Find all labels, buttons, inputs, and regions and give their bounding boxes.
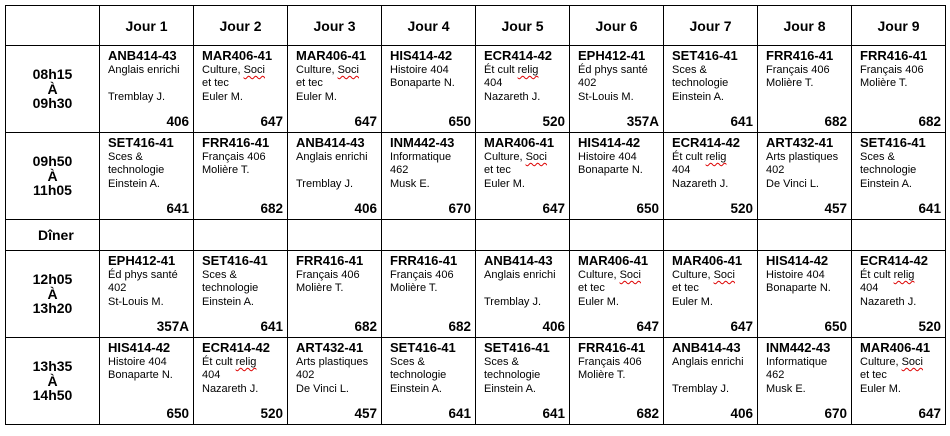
course-details	[390, 151, 468, 191]
course-details	[296, 269, 374, 296]
course-details	[860, 64, 938, 91]
course-details	[484, 356, 562, 396]
course-detail-line: 402	[578, 77, 597, 90]
course-detail-line: technologie	[108, 164, 165, 177]
room-number: 520	[260, 406, 283, 421]
course-cell	[288, 46, 382, 133]
course-details	[390, 64, 468, 91]
course-code: HIS414-42	[766, 253, 829, 268]
room-number: 647	[260, 114, 283, 129]
course-code: ECR414-42	[484, 48, 552, 63]
room-number: 647	[636, 319, 659, 334]
course-cell	[288, 338, 382, 425]
room-number: 682	[354, 319, 377, 334]
course-details	[390, 269, 468, 296]
course-detail-line: 402	[108, 282, 127, 295]
course-cell	[664, 46, 758, 133]
course-detail-line: De Vinci L.	[296, 382, 349, 395]
spellcheck-mark: Soci	[243, 64, 265, 76]
course-details	[766, 151, 844, 191]
course-cell	[476, 338, 570, 425]
course-detail-line: 462	[390, 164, 409, 177]
lunch-row	[6, 220, 946, 251]
course-detail-line: Tremblay J.	[296, 177, 354, 190]
course-detail-line: Histoire 404	[766, 269, 825, 281]
course-detail-line: Histoire 404	[390, 64, 449, 76]
room-number: 406	[166, 114, 189, 129]
course-detail-line: Histoire 404	[108, 356, 167, 368]
time-slot	[6, 46, 100, 133]
course-cell	[664, 133, 758, 220]
course-detail-line: 404	[860, 282, 879, 295]
time-slot	[6, 133, 100, 220]
course-code: MAR406-41	[860, 340, 931, 355]
course-code: ECR414-42	[202, 340, 270, 355]
course-details	[202, 151, 280, 178]
course-cell	[758, 133, 852, 220]
course-detail-line: Euler M.	[202, 90, 243, 103]
room-number: 406	[730, 406, 753, 421]
course-code: FRR416-41	[766, 48, 834, 63]
time-slot-line: À	[47, 372, 58, 389]
course-detail-line: 404	[672, 164, 691, 177]
course-detail-line: Bonaparte N.	[108, 369, 173, 382]
lunch-empty-cell	[476, 220, 570, 251]
course-cell	[194, 251, 288, 338]
course-detail-line: technologie	[390, 369, 447, 382]
course-details	[672, 269, 750, 309]
course-cell	[852, 46, 946, 133]
course-code: FRR416-41	[578, 340, 646, 355]
course-code: SET416-41	[108, 135, 174, 150]
room-number: 641	[730, 114, 753, 129]
course-detail-line: Français 406	[202, 151, 266, 163]
lunch-empty-cell	[382, 220, 476, 251]
course-cell	[194, 133, 288, 220]
course-code: MAR406-41	[484, 135, 555, 150]
course-details	[202, 64, 280, 104]
course-cell	[852, 338, 946, 425]
course-detail-line: Einstein A.	[484, 382, 536, 395]
course-code: SET416-41	[202, 253, 268, 268]
course-detail-line: 404	[202, 369, 221, 382]
spellcheck-mark: relig	[517, 64, 539, 76]
course-detail-line	[296, 164, 374, 177]
course-detail-line: et tec	[202, 77, 229, 90]
course-detail-line: Anglais enrichi	[296, 151, 368, 163]
day-header: Jour 1	[100, 6, 194, 46]
lunch-empty-cell	[194, 220, 288, 251]
course-detail-line: Sces &	[860, 151, 895, 163]
course-detail-line: Einstein A.	[672, 90, 724, 103]
course-code: INM442-43	[390, 135, 455, 150]
course-cell	[758, 338, 852, 425]
room-number: 406	[354, 201, 377, 216]
course-detail-line: Sces &	[390, 356, 425, 368]
day-header: Jour 4	[382, 6, 476, 46]
course-detail-line: Éd phys santé	[108, 269, 178, 281]
day-header: Jour 5	[476, 6, 570, 46]
course-details	[578, 151, 656, 178]
course-details	[202, 356, 280, 396]
course-detail-line: Einstein A.	[390, 382, 442, 395]
course-details	[860, 269, 938, 309]
course-detail-line: Musk E.	[766, 382, 806, 395]
course-cell	[852, 251, 946, 338]
room-number: 357A	[626, 114, 659, 129]
course-cell	[570, 46, 664, 133]
room-number: 641	[260, 319, 283, 334]
course-details	[484, 151, 562, 191]
course-details	[108, 64, 186, 104]
course-details	[484, 269, 562, 309]
course-detail-line: 402	[296, 369, 315, 382]
course-detail-line: Français 406	[766, 64, 830, 76]
course-detail-line: Arts plastiques	[296, 356, 369, 368]
room-number: 520	[918, 319, 941, 334]
room-number: 650	[636, 201, 659, 216]
room-number: 647	[730, 319, 753, 334]
course-code: EPH412-41	[578, 48, 646, 63]
course-detail-line	[484, 282, 562, 295]
course-cell	[382, 338, 476, 425]
course-code: MAR406-41	[672, 253, 743, 268]
course-cell	[194, 338, 288, 425]
time-slot-line: 09h30	[32, 95, 73, 112]
spellcheck-mark: Soci	[525, 151, 547, 163]
course-code: EPH412-41	[108, 253, 176, 268]
course-details	[108, 151, 186, 191]
room-number: 670	[448, 201, 471, 216]
course-detail-line: Culture, Soci	[484, 151, 547, 163]
spellcheck-mark: Soci	[901, 356, 923, 368]
time-slot-line: À	[47, 80, 58, 97]
corner-cell	[6, 6, 100, 46]
course-detail-line: 402	[766, 164, 785, 177]
course-details	[390, 356, 468, 396]
room-number: 650	[448, 114, 471, 129]
course-details	[296, 151, 374, 191]
course-detail-line: Français 406	[390, 269, 454, 281]
course-detail-line: Molière T.	[860, 77, 908, 90]
room-number: 520	[542, 114, 565, 129]
course-detail-line: Bonaparte N.	[578, 164, 643, 177]
room-number: 647	[918, 406, 941, 421]
course-code: ECR414-42	[860, 253, 928, 268]
course-detail-line: Sces &	[484, 356, 519, 368]
time-slot	[6, 251, 100, 338]
time-slot-line: 14h50	[32, 387, 73, 404]
spellcheck-mark: Soci	[619, 269, 641, 281]
course-detail-line: St-Louis M.	[578, 90, 634, 103]
course-details	[578, 64, 656, 104]
room-number: 406	[542, 319, 565, 334]
course-cell	[758, 251, 852, 338]
course-detail-line: Molière T.	[766, 77, 814, 90]
course-cell	[664, 338, 758, 425]
room-number: 650	[824, 319, 847, 334]
course-details	[108, 269, 186, 309]
course-detail-line: Nazareth J.	[672, 177, 729, 190]
lunch-empty-cell	[100, 220, 194, 251]
time-slot-line: À	[47, 285, 58, 302]
room-number: 682	[824, 114, 847, 129]
course-detail-line: Français 406	[578, 356, 642, 368]
course-detail-line: Ét cult relig	[672, 151, 727, 163]
course-cell	[382, 251, 476, 338]
period-row	[6, 251, 946, 338]
course-code: FRR416-41	[390, 253, 458, 268]
course-detail-line: et tec	[860, 369, 887, 382]
course-detail-line: Sces &	[108, 151, 143, 163]
course-detail-line	[108, 77, 186, 90]
day-header: Jour 7	[664, 6, 758, 46]
course-detail-line: Ét cult relig	[484, 64, 539, 76]
course-detail-line: 462	[766, 369, 785, 382]
day-header: Jour 3	[288, 6, 382, 46]
course-code: MAR406-41	[202, 48, 273, 63]
course-cell	[288, 133, 382, 220]
time-slot-line: 12h05	[32, 271, 73, 288]
day-header: Jour 6	[570, 6, 664, 46]
room-number: 457	[824, 201, 847, 216]
course-code: SET416-41	[860, 135, 926, 150]
period-row	[6, 133, 946, 220]
spellcheck-mark: relig	[705, 151, 727, 163]
course-cell	[100, 251, 194, 338]
course-detail-line: Sces &	[202, 269, 237, 281]
room-number: 682	[448, 319, 471, 334]
course-detail-line: Euler M.	[578, 295, 619, 308]
course-details	[672, 151, 750, 191]
course-code: ART432-41	[296, 340, 364, 355]
course-cell	[382, 133, 476, 220]
course-code: ANB414-43	[108, 48, 177, 63]
day-header: Jour 2	[194, 6, 288, 46]
course-details	[484, 64, 562, 104]
course-detail-line: Anglais enrichi	[108, 64, 180, 76]
course-details	[672, 356, 750, 396]
course-detail-line: Éd phys santé	[578, 64, 648, 76]
course-details	[202, 269, 280, 309]
course-detail-line: Molière T.	[578, 369, 626, 382]
lunch-label: Dîner	[6, 220, 100, 251]
room-number: 457	[354, 406, 377, 421]
room-number: 641	[166, 201, 189, 216]
course-code: FRR416-41	[202, 135, 270, 150]
course-detail-line: Einstein A.	[202, 295, 254, 308]
course-detail-line: Arts plastiques	[766, 151, 839, 163]
header-row	[6, 6, 946, 46]
room-number: 682	[260, 201, 283, 216]
period-row	[6, 46, 946, 133]
day-header: Jour 9	[852, 6, 946, 46]
course-detail-line: Molière T.	[296, 282, 344, 295]
course-detail-line: Molière T.	[390, 282, 438, 295]
course-code: SET416-41	[672, 48, 738, 63]
course-code: ART432-41	[766, 135, 834, 150]
course-details	[766, 64, 844, 91]
room-number: 682	[918, 114, 941, 129]
course-details	[108, 356, 186, 383]
course-detail-line: Culture, Soci	[296, 64, 359, 76]
course-cell	[664, 251, 758, 338]
course-detail-line: Sces &	[672, 64, 707, 76]
time-slot	[6, 338, 100, 425]
room-number: 650	[166, 406, 189, 421]
course-detail-line: St-Louis M.	[108, 295, 164, 308]
course-detail-line: Informatique	[766, 356, 828, 368]
course-cell	[100, 338, 194, 425]
course-details	[578, 356, 656, 383]
time-slot-line: 11h05	[33, 182, 72, 199]
course-code: INM442-43	[766, 340, 831, 355]
course-code: ANB414-43	[296, 135, 365, 150]
course-detail-line: Euler M.	[296, 90, 337, 103]
room-number: 641	[542, 406, 565, 421]
time-slot-line: 09h50	[32, 153, 73, 170]
course-detail-line: Einstein A.	[860, 177, 912, 190]
schedule-table	[5, 5, 946, 425]
course-detail-line: Informatique	[390, 151, 452, 163]
course-details	[766, 269, 844, 296]
course-detail-line: technologie	[202, 282, 259, 295]
time-slot-line: 13h20	[32, 300, 73, 317]
lunch-empty-cell	[288, 220, 382, 251]
course-detail-line: Tremblay J.	[108, 90, 166, 103]
course-detail-line: Anglais enrichi	[672, 356, 744, 368]
spellcheck-mark: relig	[893, 269, 915, 281]
course-detail-line: De Vinci L.	[766, 177, 819, 190]
course-cell	[382, 46, 476, 133]
course-details	[296, 356, 374, 396]
course-detail-line: et tec	[484, 164, 511, 177]
course-detail-line: Musk E.	[390, 177, 430, 190]
room-number: 357A	[156, 319, 189, 334]
course-details	[296, 64, 374, 104]
time-slot-line: 13h35	[32, 358, 73, 375]
course-cell	[758, 46, 852, 133]
lunch-empty-cell	[664, 220, 758, 251]
course-cell	[100, 46, 194, 133]
course-detail-line: Nazareth J.	[202, 382, 259, 395]
course-code: MAR406-41	[578, 253, 649, 268]
course-code: FRR416-41	[860, 48, 928, 63]
course-code: SET416-41	[390, 340, 456, 355]
course-details	[860, 151, 938, 191]
course-code: ANB414-43	[672, 340, 741, 355]
course-cell	[194, 46, 288, 133]
course-detail-line: Ét cult relig	[860, 269, 915, 281]
room-number: 647	[542, 201, 565, 216]
course-code: SET416-41	[484, 340, 550, 355]
course-detail-line: et tec	[296, 77, 323, 90]
course-detail-line: Ét cult relig	[202, 356, 257, 368]
course-detail-line: technologie	[484, 369, 541, 382]
course-detail-line: 404	[484, 77, 503, 90]
time-slot-line: 08h15	[32, 66, 73, 83]
day-header: Jour 8	[758, 6, 852, 46]
course-details	[578, 269, 656, 309]
lunch-empty-cell	[852, 220, 946, 251]
course-code: HIS414-42	[390, 48, 453, 63]
course-detail-line: Culture, Soci	[578, 269, 641, 281]
course-detail-line: et tec	[578, 282, 605, 295]
room-number: 670	[824, 406, 847, 421]
room-number: 682	[636, 406, 659, 421]
course-details	[860, 356, 938, 396]
course-detail-line: Culture, Soci	[202, 64, 265, 76]
course-detail-line: Nazareth J.	[484, 90, 541, 103]
course-detail-line: et tec	[672, 282, 699, 295]
course-detail-line: Tremblay J.	[672, 382, 730, 395]
spellcheck-mark: Soci	[337, 64, 359, 76]
course-cell	[288, 251, 382, 338]
course-detail-line: technologie	[860, 164, 917, 177]
room-number: 520	[730, 201, 753, 216]
course-detail-line: Bonaparte N.	[766, 282, 831, 295]
lunch-empty-cell	[570, 220, 664, 251]
course-detail-line: Français 406	[296, 269, 360, 281]
time-slot-line: À	[47, 167, 58, 184]
course-code: ECR414-42	[672, 135, 740, 150]
course-cell	[570, 251, 664, 338]
period-row	[6, 338, 946, 425]
course-detail-line: Tremblay J.	[484, 295, 542, 308]
course-detail-line	[672, 369, 750, 382]
course-code: ANB414-43	[484, 253, 553, 268]
course-detail-line: Français 406	[860, 64, 924, 76]
course-cell	[100, 133, 194, 220]
course-cell	[476, 251, 570, 338]
course-detail-line: Anglais enrichi	[484, 269, 556, 281]
course-detail-line: Culture, Soci	[672, 269, 735, 281]
course-detail-line: Molière T.	[202, 164, 250, 177]
course-cell	[570, 133, 664, 220]
spellcheck-mark: relig	[235, 356, 257, 368]
course-detail-line: Euler M.	[484, 177, 525, 190]
course-detail-line: Histoire 404	[578, 151, 637, 163]
course-detail-line: Euler M.	[860, 382, 901, 395]
course-code: HIS414-42	[578, 135, 641, 150]
course-detail-line: Nazareth J.	[860, 295, 917, 308]
course-code: MAR406-41	[296, 48, 367, 63]
course-cell	[476, 46, 570, 133]
course-cell	[852, 133, 946, 220]
lunch-empty-cell	[758, 220, 852, 251]
room-number: 641	[448, 406, 471, 421]
room-number: 647	[354, 114, 377, 129]
course-details	[672, 64, 750, 104]
course-detail-line: Bonaparte N.	[390, 77, 455, 90]
course-code: FRR416-41	[296, 253, 364, 268]
course-code: HIS414-42	[108, 340, 171, 355]
course-detail-line: Culture, Soci	[860, 356, 923, 368]
course-cell	[570, 338, 664, 425]
room-number: 641	[918, 201, 941, 216]
course-cell	[476, 133, 570, 220]
course-detail-line: Einstein A.	[108, 177, 160, 190]
course-detail-line: Euler M.	[672, 295, 713, 308]
spellcheck-mark: Soci	[713, 269, 735, 281]
course-details	[766, 356, 844, 396]
course-detail-line: technologie	[672, 77, 729, 90]
